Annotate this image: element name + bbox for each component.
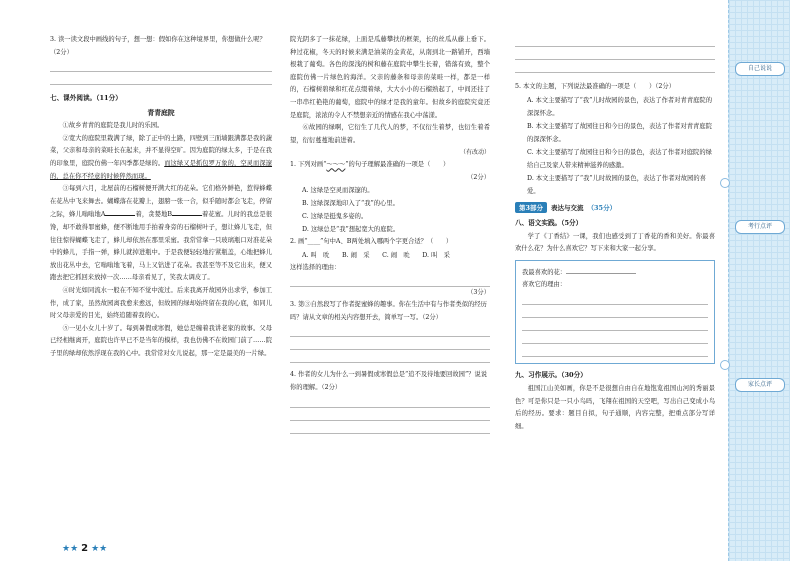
answer-line[interactable] [290,324,490,337]
question-4-prompt: 4. 作者的女儿为什么一到暑假或寒假总是“追不及待地要回故园”？说说你的理解。（2分） [290,371,488,391]
paragraph-4: ④时光如同流水一般在不知不觉中流过。后来我离开故园外出求学，参加工作，成了家，虽然故园离我愈来愈远，但故园的绿却始终留在我的心底，如同儿时父母亲爱的目光，始终追随着我的心。 [50,286,272,320]
blank-b[interactable] [172,208,202,216]
part-score: （35分） [587,203,617,212]
source-note: （有改动） [459,149,490,157]
question-2-prompt: 2. 画“____”句中A、B两处填入哪两个字更合适？（ ） [290,237,453,245]
question-1-option: D. 这绿总是“我”想起宽大的庭院。 [302,225,400,233]
question-1-score: （2分） [467,173,490,181]
page-number: ★★ 2 ★★ [62,543,108,554]
answer-line[interactable] [50,72,272,85]
section-heading-7: 七、课外阅读。（11分） [50,94,122,103]
answer-line[interactable] [515,60,715,73]
answer-line[interactable] [290,337,490,350]
question-2-reason-label: 这样选择的理由： [290,263,341,271]
answer-line[interactable] [515,47,715,60]
answer-line[interactable] [290,421,490,434]
answer-line[interactable] [522,318,708,331]
section-8-prompt: 学了《丁香结》一课，我们也感受到了丁香花的香和美好。你最喜欢什么花？为什么喜欢它？写下来和大家一起分享。 [515,232,715,253]
answer-line[interactable] [522,292,708,305]
question-1-option: B. 这绿深深地印入了“我”的心里。 [302,199,399,207]
question-3-prompt: 3. 第③自然段写了作者捉蜜蜂的趣事。你在生活中有与作者类似的经历吗？请从文章的相关内容想开去，简单写一写。（2分） [290,301,487,321]
section-heading-8: 八、语文实践。（5分） [515,218,583,227]
answer-line[interactable] [290,408,490,421]
question-5-options [515,94,715,198]
answer-box [515,260,715,364]
paragraph-1: ①故乡青青的庭院是我儿时的乐园。 [62,122,164,130]
column-left [50,34,272,360]
paragraph-2: ②宽大的庭院里栽满了绿，除了正中的土路，四壁到三面墙跟满都是我的蔬菜，父亲和母亲的菜畦长在起来，并不显得空旷。因为庭院的绿太多，于是在我的印象里，庭院仿佛一年四季都是绿的。而这绿又是抓包罗万象的，空灵而深邃的，总在你不经意的时候猝然而现。 [50,134,273,180]
answer-line[interactable] [522,331,708,344]
question-1-prompt: 1. 下列对画“～～～”的句子理解最准确的一项是（ ） [290,161,450,169]
answer-line[interactable] [50,59,272,72]
part-banner [515,202,715,213]
answer-line[interactable] [522,344,708,357]
answer-line[interactable] [290,350,490,363]
underlined-sentence: 而这绿又是抓包罗万象的，空灵而深邃的，总在你不经意的时候猝然而现。 [50,159,273,180]
column-middle [290,34,490,434]
right-rail [728,0,790,561]
favorite-flower-blank[interactable] [566,265,636,274]
question-5-option: B. 本文主要描写了故园往日和今日的景色，表达了作者对青青庭院的深深怀念。 [527,122,712,143]
answer-line[interactable] [290,395,490,408]
question-3-prompt: 3. 读一读文段中画线的句子，想一想：假如你在这种境界里，你想做什么呢？（2分） [50,36,266,56]
blank-a[interactable] [105,208,135,216]
paragraph-6: ⑥故园的绿啊，它衍生了几代人的梦，不仅衍生着梦，也衍生着希望，衍衍蔓蔓地前进着。 [290,124,490,144]
question-5-option: C. 本文主要描写了故园往日和今日的景色，表达了作者对庭院的绿给自己及家人带来精神滋养的感激。 [527,148,712,169]
section-heading-9: 九、习作展示。（30分） [515,370,587,379]
question-2-options: A. 叫 吮 B. 闹 采 C. 闹 吮 D. 叫 采 [302,251,450,259]
answer-line[interactable] [515,34,715,47]
paragraph-5: ⑤一见小女儿十岁了。每到暑假或寒假，她总是缠着我讲老家的故事。父母已经相继离开，庭院也许早已不是当年的模样，我也仿佛不在故园门前了……院子里的绿却依然浮现在我的心中。我常常对女儿说起，那一定是最美的一片绿。 [50,324,272,357]
section-9-prompt: 祖国江山美如画，你是不是很想自由自在地饱览祖国山河的秀丽景色？可是你只是一只小鸟吗，飞翔在祖国的天空吧，写出自己变成小鸟后的经历。要求：题目自拟，句子通顺，内容完整，把重点部分写详细。 [515,384,715,430]
paragraph-continued: 院光阴多了一抹花绿，上面是瓜藤攀扶的框架，长的丝瓜从藤上垂下。种过花椒，冬天的时候来满是油菜的金黄花，从南到北一路铺开，西墙根栽了葡萄。各色的深浅的树和藤在庭院中攀生长着，错落有致，整个庭院仿佛一片绿色的海洋。父亲的藤条和母亲的菜畦一样，都是一样的，石榴树碧绿和红花点缀着绿，大大小小的石榴熟起了，中间还挂了一串串红艳艳的葡萄，庭院中的绿才是我的童年。但故乡的庭院究竟还是庭院，浓浓的令人不禁想亲近的情感在我心中荡漾。 [290,36,490,119]
favorite-flower-label: 我最喜欢的花： [522,265,708,280]
teacher-review-tab: 考行点评 [735,220,785,234]
question-1-option: C. 这绿是挺鬼多姿的。 [302,212,368,220]
parent-review-tab: 家长点评 [735,378,785,392]
column-right [515,34,715,433]
question-2-score: （3分） [467,289,490,297]
question-1-options [290,184,490,236]
answer-line[interactable] [290,274,490,287]
question-5-option: D. 本文主要描写了“我”儿时故园的景色，表达了作者对故园的喜爱。 [527,174,706,195]
answer-line[interactable] [522,305,708,318]
question-5-option: A. 本文主要描写了“我”儿时故园的景色，表达了作者对青青庭院的深深怀念。 [527,96,713,117]
question-1-option: A. 这绿是空灵而深邃的。 [302,186,374,194]
reason-label: 喜欢它的理由： [522,281,567,289]
part-label: 第3部分 [515,202,547,213]
article-title: 青青庭院 [147,109,175,118]
part-name: 表达与交流 [551,203,584,212]
binding-hole [720,178,730,188]
binding-hole [720,360,730,370]
self-review-tab: 自己说说 [735,62,785,76]
paragraph-3: ③每到六月，北屋前的石榴树便开满大红的花朵。它们格外鲜艳，惹得蜂蝶在花丛中飞来舞去。蝴蝶落在花瓣上，翅膀一张一合，似乎随时都会飞走，停留之际，蜂儿嗡嗡地A 着，贪婪地B 着花蜜。儿时的我总是很馋，却不敢得罪蜜蜂，便不断地用手拍着身旁的石榴树叶子，想让蜂儿飞走，但往往惊得蝴蝶飞走了，蜂儿却依然在那里采蜜。我常常拿一只玻璃瓶口对准花朵中的蜂儿，手指一弹，蜂儿就掉进瓶中。于是我便轻轻地拧紧瓶盖，心地把蜂儿放出花丛中去，它嗡嗡地飞着，马上又钻进了花朵。我甚至等不及它出来，便又跑去把它抓回来放掉一次……母亲看见了，笑我太调皮了。 [50,185,272,282]
question-5-prompt: 5. 本文的主题，下列说法最准确的一项是（ ）（2分） [515,83,675,90]
